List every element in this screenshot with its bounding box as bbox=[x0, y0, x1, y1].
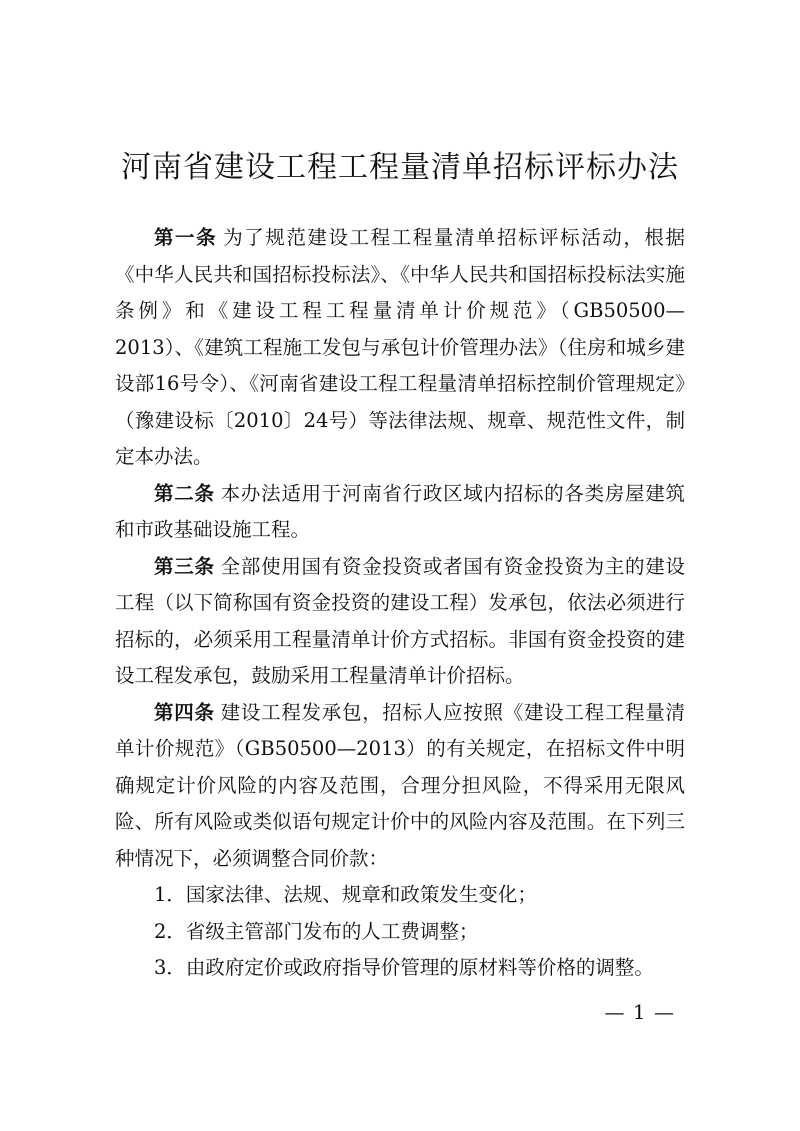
article-1 bbox=[115, 220, 685, 476]
list-item: 1．国家法律、法规、规章和政策发生变化； bbox=[154, 883, 537, 906]
article-2 bbox=[115, 476, 685, 549]
article-4-heading: 第四条 bbox=[154, 700, 215, 724]
document-body bbox=[115, 220, 685, 987]
page-number: — 1 — bbox=[604, 1000, 675, 1024]
list-item: 3．由政府定价或政府指导价管理的原材料等价格的调整。 bbox=[154, 956, 654, 979]
list-item: 2．省级主管部门发布的人工费调整； bbox=[154, 919, 479, 943]
article-1-text: 为了规范建设工程工程量清单招标评标活动，根据《中华人民共和国招标投标法》、《中华人民共和国招标投标法实施条例》和《建设工程工程量清单计价规范》（GB50500—2013）、《建筑工程施工发包与承包计价管理办法》（住房和城乡建设部16号令）、《河南省建设工程工程量清单招标控制价管理规定》（豫建设标〔2010〕24号）等法律法规、规章、规范性文件，制定本办法。 bbox=[115, 226, 685, 468]
article-2-heading: 第二条 bbox=[154, 481, 215, 505]
article-4 bbox=[115, 695, 685, 878]
article-1-heading: 第一条 bbox=[154, 226, 218, 249]
article-3-text: 全部使用国有资金投资或者国有资金投资为主的建设工程（以下简称国有资金投资的建设工程）发承包，依法必须进行招标的，必须采用工程量清单计价方式招标。非国有资金投资的建设工程发承包，鼓励采用工程量清单计价招标。 bbox=[115, 554, 685, 687]
article-4-text: 建设工程发承包，招标人应按照《建设工程工程量清单计价规范》（GB50500—2013）的有关规定，在招标文件中明确规定计价风险的内容及范围，合理分担风险，不得采用无限风险、所有风险或类似语句规定计价中的风险内容及范围。在下列三种情况下，必须调整合同价款： bbox=[115, 700, 685, 870]
article-2-text: 本办法适用于河南省行政区域内招标的各类房屋建筑和市政基础设施工程。 bbox=[115, 481, 685, 541]
document-title: 河南省建设工程工程量清单招标评标办法 bbox=[121, 150, 679, 185]
price-adjustment-list bbox=[115, 877, 685, 987]
article-3-heading: 第三条 bbox=[154, 554, 215, 578]
article-3 bbox=[115, 549, 685, 695]
